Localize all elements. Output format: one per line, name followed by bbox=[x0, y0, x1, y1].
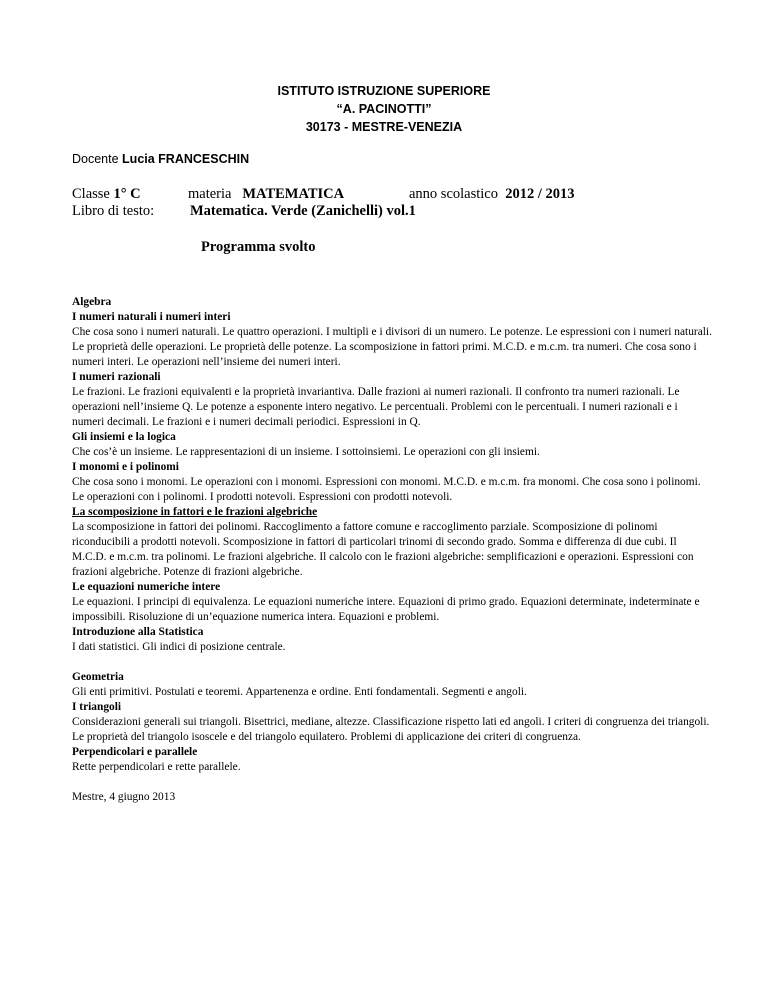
section-title: La scomposizione in fattori e le frazioni algebriche bbox=[72, 506, 318, 518]
section-text: I dati statistici. Gli indici di posizione centrale. bbox=[72, 641, 286, 653]
program-content bbox=[72, 295, 712, 805]
class-value: 1° C bbox=[113, 186, 141, 202]
section-title: I monomi e i polinomi bbox=[72, 461, 179, 473]
section-text: Rette perpendicolari e rette parallele. bbox=[72, 761, 241, 773]
section-text: Che cosa sono i monomi. Le operazioni con i monomi. Espressioni con monomi. M.C.D. e m.c.m. fra monomi. Che cosa sono i polinomi. Le operazioni con i polinomi. I prodotti notevoli. Espressioni con prodotti notevoli. bbox=[72, 476, 701, 503]
section-text: Le frazioni. Le frazioni equivalenti e la proprietà invariantiva. Dalle frazioni ai numeri razionali. Il confronto tra numeri razionali. Le operazioni nell’insieme Q. Le potenze a esponente intero negativo. Le percentuali. Problemi con le percentuali. I numeri razionali e i numeri decimali. Le frazioni e i numeri decimali periodici. Espressioni in Q. bbox=[72, 386, 680, 428]
class-label: Classe bbox=[72, 186, 110, 202]
spacer bbox=[72, 655, 712, 670]
section-text: Considerazioni generali sui triangoli. Bisettrici, mediane, altezze. Classificazione rispetto lati ed angoli. I criteri di congruenza dei triangoli. Le proprietà del triangolo isoscele e del triangolo equilatero. Problemi di applicazione dei criteri di congruenza. bbox=[72, 716, 710, 743]
section-text: La scomposizione in fattori dei polinomi. Raccoglimento a fattore comune e raccoglimento parziale. Scomposizione di polinomi riconducibili a prodotti notevoli. Scomposizione in fattori di particolari trinomi di secondo grado. Somma e differenza di due cubi. Il M.C.D. e m.c.m. tra polinomi. Le frazioni algebriche. Il calcolo con le frazioni algebriche: semplificazioni e operazioni. Espressioni con frazioni algebriche. Potenze di frazioni algebriche. bbox=[72, 521, 694, 578]
school-year-row bbox=[409, 186, 575, 203]
subject-label: materia bbox=[188, 186, 232, 202]
section-title: Perpendicolari e parallele bbox=[72, 746, 198, 758]
school-address: 30173 - MESTRE-VENEZIA bbox=[305, 120, 463, 134]
school-year-label: anno scolastico bbox=[409, 186, 498, 202]
subject-row bbox=[188, 186, 344, 203]
program-title: Programma svolto bbox=[201, 239, 316, 255]
school-year-value: 2012 / 2013 bbox=[505, 186, 575, 202]
textbook-value: Matematica. Verde (Zanichelli) vol.1 bbox=[190, 203, 416, 219]
class-label-row bbox=[72, 186, 141, 203]
school-header bbox=[0, 82, 768, 136]
section-title: Le equazioni numeriche intere bbox=[72, 581, 221, 593]
textbook-label: Libro di testo: bbox=[72, 203, 155, 219]
section-text: Le equazioni. I principi di equivalenza. Le equazioni numeriche intere. Equazioni di primo grado. Equazioni determinate, indeterminate e impossibili. Risoluzione di un’equazione numerica intera. Equazioni e problemi. bbox=[72, 596, 700, 623]
school-name: ISTITUTO ISTRUZIONE SUPERIORE bbox=[277, 84, 491, 98]
geometry-intro: Gli enti primitivi. Postulati e teoremi. Appartenenza e ordine. Enti fondamentali. Segmenti e angoli. bbox=[72, 686, 527, 698]
section-title: Gli insiemi e la logica bbox=[72, 431, 176, 443]
teacher-line bbox=[72, 152, 249, 166]
section-text: Che cosa sono i numeri naturali. Le quattro operazioni. I multipli e i divisori di un numero. Le potenze. Le espressioni con i numeri naturali. Le proprietà delle operazioni. Le proprietà delle potenze. La scomposizione in fattori primi. M.C.D. e m.c.m. tra numeri. Che cosa sono i numeri interi. Le operazioni nell’insieme dei numeri interi. bbox=[72, 326, 712, 368]
spacer bbox=[72, 775, 712, 790]
section-text: Che cos’è un insieme. Le rappresentazioni di un insieme. I sottoinsiemi. Le operazioni con gli insiemi. bbox=[72, 446, 540, 458]
algebra-heading: Algebra bbox=[72, 296, 112, 308]
teacher-name: Lucia FRANCESCHIN bbox=[122, 152, 250, 166]
school-subtitle: “A. PACINOTTI” bbox=[336, 102, 432, 116]
section-title: I triangoli bbox=[72, 701, 122, 713]
section-title: Introduzione alla Statistica bbox=[72, 626, 204, 638]
teacher-label: Docente bbox=[72, 152, 119, 166]
date-footer: Mestre, 4 giugno 2013 bbox=[72, 791, 176, 803]
geometry-heading: Geometria bbox=[72, 671, 124, 683]
section-title: I numeri naturali i numeri interi bbox=[72, 311, 231, 323]
subject-value: MATEMATICA bbox=[242, 186, 345, 202]
section-title: I numeri razionali bbox=[72, 371, 161, 383]
